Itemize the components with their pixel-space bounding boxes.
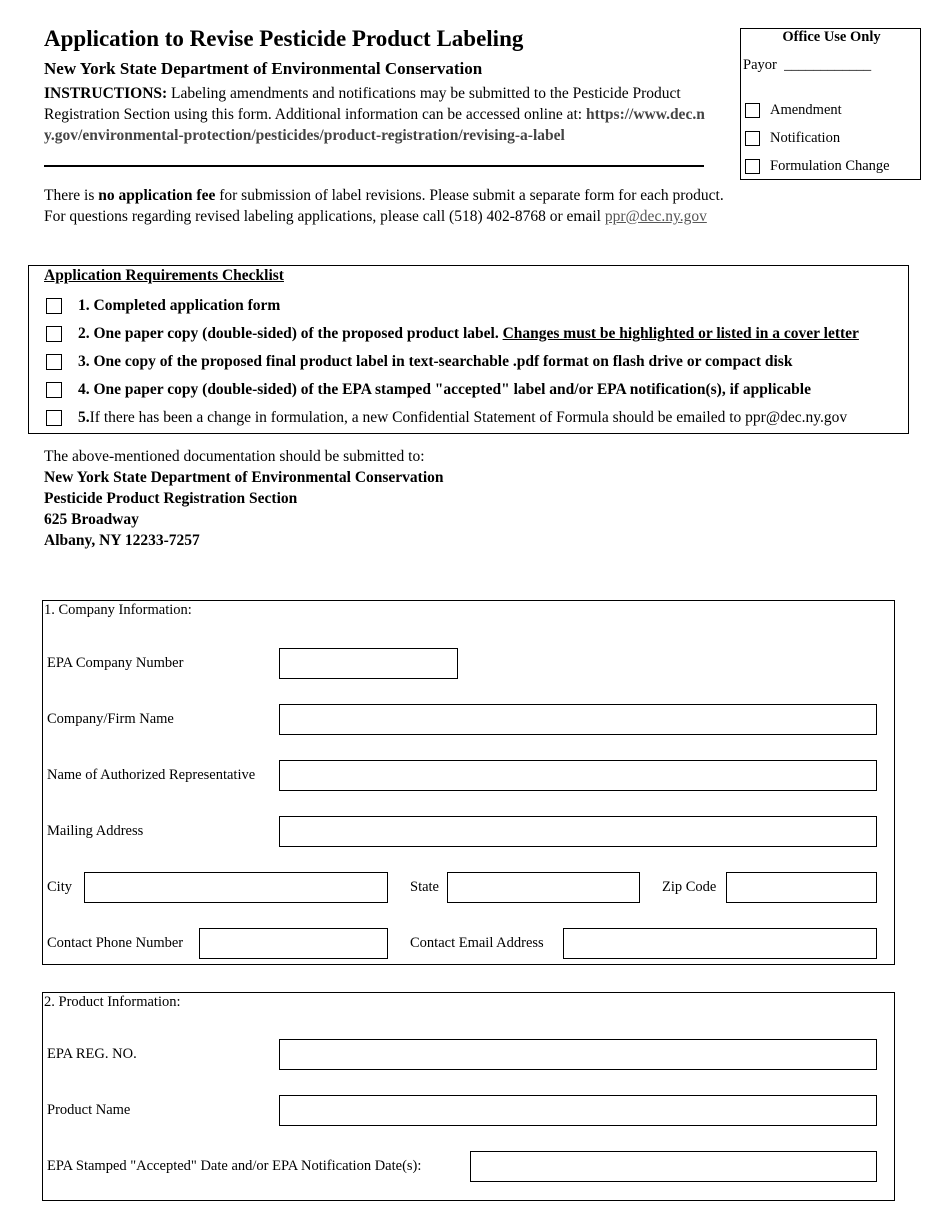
fee-notice [44,185,724,227]
requirements-checklist [28,265,909,434]
epa-reg-no-input[interactable] [279,1039,877,1070]
notification-checkbox[interactable] [745,131,760,146]
company-information-section [42,600,895,965]
submission-intro: The above-mentioned documentation should be submitted to: [44,448,425,465]
mailing-address-input[interactable] [279,816,877,847]
contact-email-label: Contact Email Address [410,935,544,951]
contact-phone-input[interactable] [199,928,388,959]
fee-text-after: for submission of label revisions. Please submit a separate form for each product. For questions regarding revised labeling applications, please call (518) 402-8768 or email [44,187,724,225]
company-firm-name-label: Company/Firm Name [47,711,174,727]
product-name-label: Product Name [47,1102,131,1118]
checklist-item-1-text: 1. Completed application form [78,297,281,314]
instructions-label: INSTRUCTIONS: [44,85,168,102]
office-use-box [740,28,921,180]
checklist-title: Application Requirements Checklist [44,267,284,284]
checklist-item-2-text: 2. One paper copy (double-sided) of the proposed product label. [78,325,499,342]
contact-email-input[interactable] [563,928,877,959]
formulation-change-checkbox[interactable] [745,159,760,174]
authorized-rep-input[interactable] [279,760,877,791]
fee-bold: no application fee [98,187,216,204]
city-input[interactable] [84,872,388,903]
amendment-option[interactable] [745,102,842,119]
address-line-2: Pesticide Product Registration Section [44,490,298,507]
checklist-item-2[interactable] [46,325,859,343]
checklist-item-5-text: If there has been a change in formulation, a new Confidential Statement of Formula should be emailed to ppr@dec.ny.gov [89,409,848,426]
checklist-item-2-note: Changes must be highlighted or listed in a cover letter [502,325,859,342]
product-section-title: 2. Product Information: [44,994,181,1010]
formulation-change-option[interactable] [745,158,890,175]
checklist-item-4[interactable] [46,381,811,399]
checklist-item-5[interactable] [46,409,847,427]
epa-company-number-label: EPA Company Number [47,655,184,671]
accepted-date-input[interactable] [470,1151,877,1182]
instructions [44,83,709,146]
payor-label: Payor [743,57,777,73]
company-section-title: 1. Company Information: [44,602,192,618]
contact-phone-label: Contact Phone Number [47,935,184,951]
product-information-section [42,992,895,1201]
payor-field [743,57,871,74]
product-name-input[interactable] [279,1095,877,1126]
zip-code-input[interactable] [726,872,877,903]
city-label: City [47,879,72,895]
checklist-item-5-checkbox[interactable] [46,410,62,426]
checklist-item-4-checkbox[interactable] [46,382,62,398]
instructions-text: Labeling amendments and notifications may be submitted to the Pesticide Product Registration Section using this form. Additional information can be accessed online at: [44,85,681,123]
accepted-date-label: EPA Stamped "Accepted" Date and/or EPA Notification Date(s): [47,1158,422,1174]
checklist-item-5-number: 5. [78,409,90,426]
zip-code-label: Zip Code [662,879,717,895]
epa-company-number-input[interactable] [279,648,458,679]
notification-option[interactable] [745,130,840,147]
company-firm-name-input[interactable] [279,704,877,735]
address-line-1: New York State Department of Environmental Conservation [44,469,444,486]
checklist-item-2-checkbox[interactable] [46,326,62,342]
mailing-address-label: Mailing Address [47,823,144,839]
checklist-item-3-text: 3. One copy of the proposed final product label in text-searchable .pdf format on flash drive or compact disk [78,353,793,370]
state-input[interactable] [447,872,640,903]
fee-text-before: There is [44,187,99,204]
page-title: Application to Revise Pesticide Product Labeling [44,26,524,51]
checklist-item-3[interactable] [46,353,792,371]
checklist-item-1[interactable] [46,297,280,315]
formulation-change-label: Formulation Change [770,158,890,174]
submission-address [44,446,444,551]
checklist-item-4-text: 4. One paper copy (double-sided) of the EPA stamped "accepted" label and/or EPA notification(s), if applicable [78,381,811,398]
amendment-checkbox[interactable] [745,103,760,118]
payor-blank: ____________ [784,57,872,73]
state-label: State [410,879,439,895]
contact-email-link[interactable]: ppr@dec.ny.gov [604,208,707,225]
authorized-rep-label: Name of Authorized Representative [47,767,256,783]
checklist-item-3-checkbox[interactable] [46,354,62,370]
amendment-label: Amendment [770,102,842,118]
epa-reg-no-label: EPA REG. NO. [47,1046,137,1062]
agency-subtitle: New York State Department of Environmental Conservation [44,59,483,78]
office-use-title: Office Use Only [782,29,881,45]
address-line-3: 625 Broadway [44,511,139,528]
notification-label: Notification [770,130,841,146]
header-divider [44,165,704,167]
checklist-item-1-checkbox[interactable] [46,298,62,314]
address-line-4: Albany, NY 12233-7257 [44,532,200,549]
instructions-url-link[interactable]: https://www.dec.ny.gov/environmental-protection/pesticides/product-registration/revising-a-label [44,106,705,144]
